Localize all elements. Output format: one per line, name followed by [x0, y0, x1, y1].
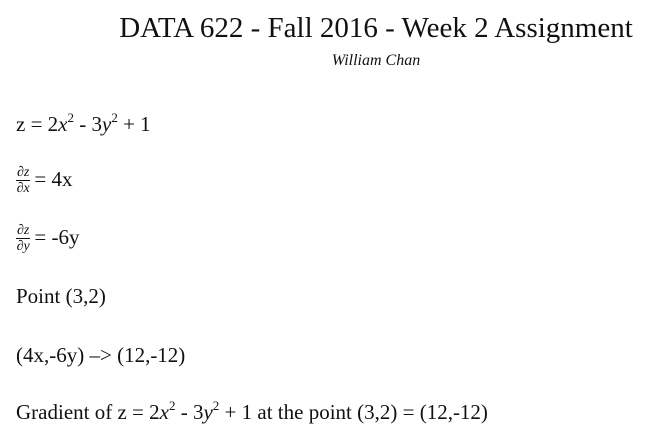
- document-title: DATA 622 - Fall 2016 - Week 2 Assignment: [119, 12, 633, 44]
- document-author: William Chan: [331, 52, 421, 69]
- gradient-var2: y: [203, 400, 213, 424]
- partial-y-rhs: = -6y: [34, 224, 80, 249]
- function-term1-coef: 2: [47, 112, 59, 136]
- gradient-exp1: 2: [168, 398, 176, 413]
- point-line: Point (3,2): [16, 284, 106, 308]
- gradient-suffix: + 1 at the point (3,2) = (12,-12): [219, 400, 488, 424]
- partial-y-equation: [16, 224, 79, 254]
- partial-y-fraction: [16, 224, 30, 254]
- function-tail: + 1: [117, 112, 151, 136]
- gradient-var1: x: [159, 400, 169, 424]
- function-lhs: z =: [16, 112, 48, 136]
- function-term2-var: y: [102, 112, 112, 136]
- partial-x-rhs: = 4x: [34, 166, 73, 191]
- gradient-prefix: Gradient of z = 2: [16, 400, 160, 424]
- partial-y-denominator: ∂y: [16, 239, 30, 254]
- partial-x-denominator: ∂x: [16, 181, 30, 196]
- partial-x-fraction: [16, 166, 30, 196]
- gradient-mid: - 3: [175, 400, 204, 424]
- mapping-line: (4x,-6y) –> (12,-12): [16, 343, 186, 367]
- partial-x-equation: [16, 166, 72, 196]
- function-term1-var: x: [58, 112, 68, 136]
- function-term1-exp: 2: [67, 110, 74, 125]
- function-mid: - 3: [74, 112, 102, 136]
- gradient-line: [16, 400, 488, 425]
- gradient-exp2: 2: [212, 398, 220, 413]
- partial-x-numerator: ∂z: [17, 165, 30, 180]
- function-term2-exp: 2: [111, 110, 118, 125]
- partial-y-numerator: ∂z: [17, 223, 30, 238]
- function-equation: [16, 112, 151, 137]
